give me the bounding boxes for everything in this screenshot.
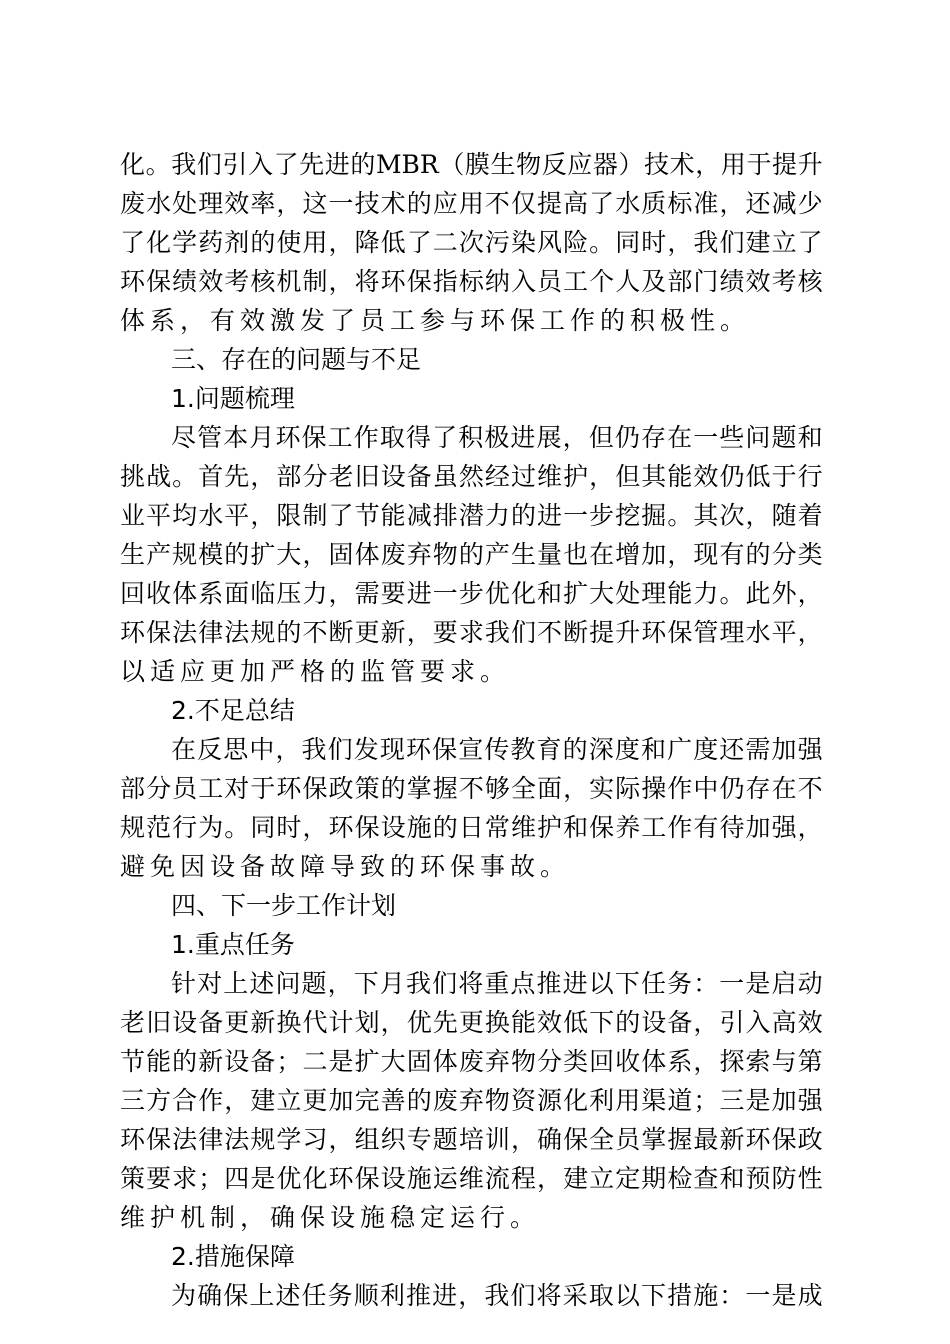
paragraph-line: 规 范 行 为 。 同 时 ， 环 保 设 施 的 日 常 维 护 和 保 养 工 作 有 待 加 强 ，	[120, 813, 823, 842]
paragraph-line: 尽 管 本 月 环 保 工 作 取 得 了 积 极 进 展 ， 但 仍 存 在 一 些 问 题 和	[171, 423, 823, 452]
paragraph-line: 废 水 处 理 效 率 ， 这 一 技 术 的 应 用 不 仅 提 高 了 水 质 标 准 ， 还 减 少	[120, 189, 823, 218]
paragraph-line: 环 保 法 律 法 规 的 不 断 更 新 ， 要 求 我 们 不 断 提 升 环 保 管 理 水 平 ，	[120, 618, 823, 647]
paragraph-line: 针 对 上 述 问 题 ， 下 月 我 们 将 重 点 推 进 以 下 任 务 ： 一 是 启 动	[171, 969, 823, 998]
paragraph-line: 化 。 我 们 引 入 了 先 进 的 MBR （ 膜 生 物 反 应 器 ） 技 术 ， 用 于 提 升	[120, 150, 823, 179]
paragraph-line: 以适应更加严格的监管要求。	[120, 657, 511, 686]
subsection-heading: 1.问题梳理	[171, 384, 295, 413]
paragraph-line: 在 反 思 中 ， 我 们 发 现 环 保 宣 传 教 育 的 深 度 和 广 度 还 需 加 强	[171, 735, 823, 764]
subsection-heading: 2.不足总结	[171, 696, 295, 725]
paragraph-line: 环 保 绩 效 考 核 机 制 ， 将 环 保 指 标 纳 入 员 工 个 人 及 部 门 绩 效 考 核	[120, 267, 823, 296]
paragraph-line: 业 平 均 水 平 ， 限 制 了 节 能 减 排 潜 力 的 进 一 步 挖 掘 。 其 次 ， 随 着	[120, 501, 823, 530]
subsection-heading: 1.重点任务	[171, 930, 295, 959]
paragraph-line: 为 确 保 上 述 任 务 顺 利 推 进 ， 我 们 将 采 取 以 下 措 施 ： 一 是 成	[171, 1281, 823, 1310]
paragraph-line: 策 要 求 ； 四 是 优 化 环 保 设 施 运 维 流 程 ， 建 立 定 期 检 查 和 预 防 性	[120, 1164, 823, 1193]
paragraph-line: 部 分 员 工 对 于 环 保 政 策 的 掌 握 不 够 全 面 ， 实 际 操 作 中 仍 存 在 不	[120, 774, 823, 803]
paragraph-line: 回 收 体 系 面 临 压 力 ， 需 要 进 一 步 优 化 和 扩 大 处 理 能 力 。 此 外 ，	[120, 579, 823, 608]
paragraph-line: 体系，有效激发了员工参与环保工作的积极性。	[120, 306, 751, 335]
paragraph-line: 节 能 的 新 设 备 ； 二 是 扩 大 固 体 废 弃 物 分 类 回 收 体 系 ， 探 索 与 第	[120, 1047, 823, 1076]
paragraph-line: 老 旧 设 备 更 新 换 代 计 划 ， 优 先 更 换 能 效 低 下 的 设 备 ， 引 入 高 效	[120, 1008, 823, 1037]
paragraph-line: 维护机制，确保设施稳定运行。	[120, 1203, 541, 1232]
paragraph-line: 避免因设备故障导致的环保事故。	[120, 852, 571, 881]
paragraph-line: 生 产 规 模 的 扩 大 ， 固 体 废 弃 物 的 产 生 量 也 在 增 加 ， 现 有 的 分 类	[120, 540, 823, 569]
paragraph-line: 挑 战 。 首 先 ， 部 分 老 旧 设 备 虽 然 经 过 维 护 ， 但 其 能 效 仍 低 于 行	[120, 462, 823, 491]
paragraph-line: 了 化 学 药 剂 的 使 用 ， 降 低 了 二 次 污 染 风 险 。 同 时 ， 我 们 建 立 了	[120, 228, 823, 257]
section-heading: 三、存在的问题与不足	[171, 345, 422, 374]
paragraph-line: 三 方 合 作 ， 建 立 更 加 完 善 的 废 弃 物 资 源 化 利 用 渠 道 ； 三 是 加 强	[120, 1086, 823, 1115]
subsection-heading: 2.措施保障	[171, 1242, 295, 1271]
paragraph-line: 环 保 法 律 法 规 学 习 ， 组 织 专 题 培 训 ， 确 保 全 员 掌 握 最 新 环 保 政	[120, 1125, 823, 1154]
section-heading: 四、下一步工作计划	[171, 891, 397, 920]
